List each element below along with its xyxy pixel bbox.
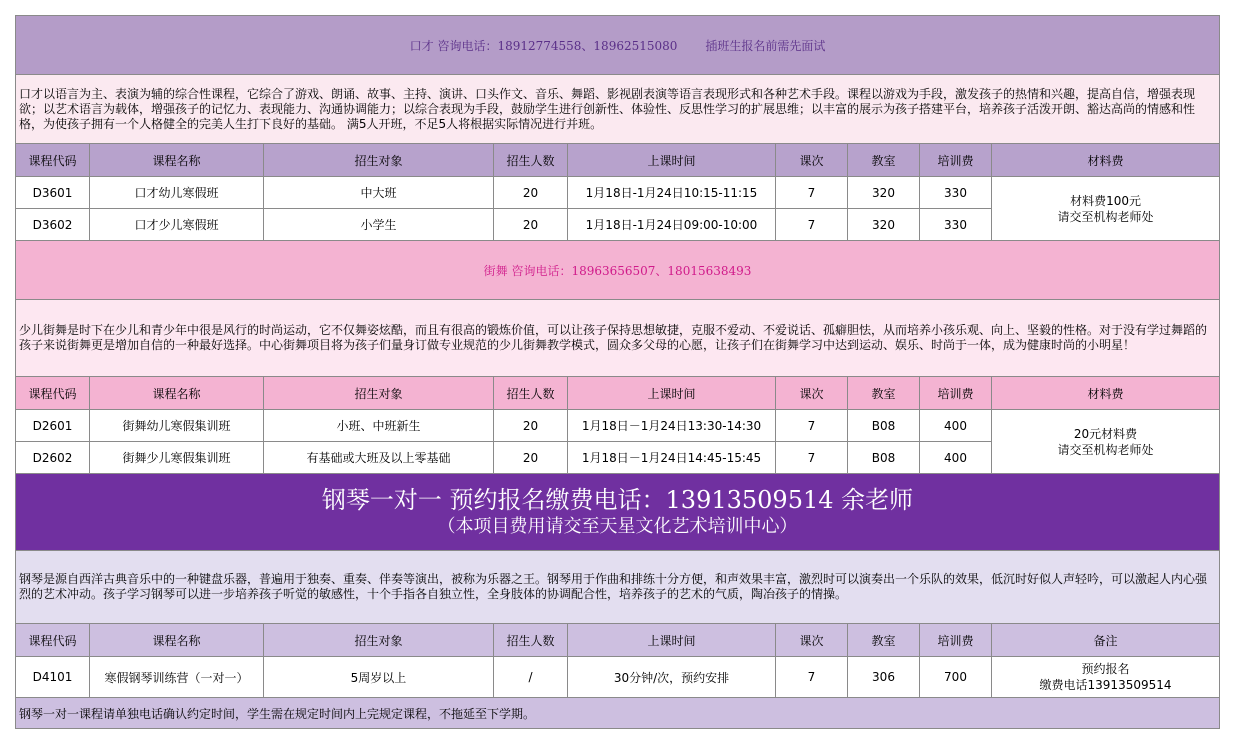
cell-code: D2601	[16, 410, 90, 442]
header-material: 材料费	[992, 144, 1220, 177]
material-line-2: 请交至机构老师处	[1057, 209, 1154, 224]
street-dance-header-row	[16, 377, 1220, 410]
material-line-1: 材料费100元	[1070, 193, 1141, 208]
header-fee: 培训费	[920, 144, 992, 177]
cell-time: 1月18日－1月24日14:45-15:45	[568, 442, 776, 474]
cell-code: D3601	[16, 177, 90, 209]
cell-count: 20	[494, 410, 568, 442]
header-code: 课程代码	[16, 377, 90, 410]
street-dance-description: 少儿街舞是时下在少儿和青少年中很是风行的时尚运动，它不仅舞姿炫酷，而且有很高的锻炼价值，可以让孩子保持思想敏捷，克服不爱动、不爱说话、孤癖胆怯，从而培养小孩乐观、向上、坚毅的性格。对于没有学过舞蹈的孩子来说街舞更是增加自信的一种最好选择。中心街舞项目将为孩子们量身订做专业规范的少儿街舞教学模式，圆众多父母的心愿，让孩子们在街舞学习中达到运动、娱乐、时尚于一体，成为健康时尚的小明星！	[16, 300, 1220, 377]
material-line-2: 请交至机构老师处	[1057, 442, 1154, 457]
header-code: 课程代码	[16, 144, 90, 177]
header-target: 招生对象	[264, 377, 494, 410]
cell-material	[992, 410, 1220, 474]
cell-material	[992, 177, 1220, 241]
cell-room: B08	[848, 410, 920, 442]
table-row	[16, 410, 1220, 442]
cell-count: 20	[494, 442, 568, 474]
cell-name: 口才少儿寒假班	[90, 209, 264, 241]
cell-fee: 700	[920, 657, 992, 698]
cell-room: 320	[848, 177, 920, 209]
cell-target: 中大班	[264, 177, 494, 209]
header-note: 备注	[992, 624, 1220, 657]
cell-count: 20	[494, 177, 568, 209]
course-sheet	[15, 15, 1219, 729]
cell-sessions: 7	[776, 209, 848, 241]
section-title-street-dance: 街舞 咨询电话：18963656507、18015638493	[16, 241, 1220, 300]
cell-target: 小学生	[264, 209, 494, 241]
note-line-2: 缴费电话13913509514	[1039, 678, 1172, 692]
cell-sessions: 7	[776, 410, 848, 442]
eloquence-title-text: 口才 咨询电话：18912774558、18962515080	[409, 38, 678, 53]
cell-fee: 400	[920, 442, 992, 474]
header-time: 上课时间	[568, 624, 776, 657]
cell-target: 小班、中班新生	[264, 410, 494, 442]
piano-subtitle-text: （本项目费用请交至天星文化艺术培训中心）	[437, 516, 798, 537]
cell-count: 20	[494, 209, 568, 241]
cell-fee: 330	[920, 209, 992, 241]
cell-code: D4101	[16, 657, 90, 698]
cell-target: 5周岁以上	[264, 657, 494, 698]
cell-time: 1月18日-1月24日09:00-10:00	[568, 209, 776, 241]
cell-sessions: 7	[776, 177, 848, 209]
course-table	[15, 15, 1220, 729]
eloquence-title-extra: 插班生报名前需先面试	[705, 38, 826, 53]
header-room: 教室	[848, 377, 920, 410]
cell-code: D3602	[16, 209, 90, 241]
cell-room: B08	[848, 442, 920, 474]
piano-description: 钢琴是源自西洋古典音乐中的一种键盘乐器，普遍用于独奏、重奏、伴奏等演出，被称为乐器之王。钢琴用于作曲和排练十分方便，和声效果丰富，激烈时可以演奏出一个乐队的效果，低沉时好似人声轻吟，可以激起人内心强烈的艺术冲动。孩子学习钢琴可以进一步培养孩子听觉的敏感性，十个手指各自独立性，全身肢体的协调配合性，培养孩子的艺术的气质，陶冶孩子的情操。	[16, 551, 1220, 624]
header-room: 教室	[848, 144, 920, 177]
section-title-eloquence	[16, 16, 1220, 75]
cell-sessions: 7	[776, 657, 848, 698]
piano-footer-note: 钢琴一对一课程请单独电话确认约定时间，学生需在规定时间内上完规定课程，不拖延至下学期。	[16, 698, 1220, 729]
cell-name: 寒假钢琴训练营（一对一）	[90, 657, 264, 698]
header-sessions: 课次	[776, 144, 848, 177]
piano-title-text: 钢琴一对一 预约报名缴费电话：13913509514 余老师	[321, 486, 914, 514]
section-title-piano	[16, 474, 1220, 551]
cell-time: 1月18日-1月24日10:15-11:15	[568, 177, 776, 209]
header-room: 教室	[848, 624, 920, 657]
cell-count: /	[494, 657, 568, 698]
cell-time: 1月18日－1月24日13:30-14:30	[568, 410, 776, 442]
header-target: 招生对象	[264, 624, 494, 657]
cell-name: 街舞少儿寒假集训班	[90, 442, 264, 474]
piano-header-row	[16, 624, 1220, 657]
header-name: 课程名称	[90, 624, 264, 657]
cell-time: 30分钟/次，预约安排	[568, 657, 776, 698]
header-name: 课程名称	[90, 377, 264, 410]
header-count: 招生人数	[494, 144, 568, 177]
header-sessions: 课次	[776, 377, 848, 410]
header-code: 课程代码	[16, 624, 90, 657]
cell-name: 街舞幼儿寒假集训班	[90, 410, 264, 442]
table-row	[16, 657, 1220, 698]
cell-sessions: 7	[776, 442, 848, 474]
note-line-1: 预约报名	[1081, 662, 1130, 676]
table-row	[16, 177, 1220, 209]
material-line-1: 20元材料费	[1073, 426, 1138, 441]
header-name: 课程名称	[90, 144, 264, 177]
cell-room: 306	[848, 657, 920, 698]
eloquence-description: 口才以语言为主、表演为辅的综合性课程，它综合了游戏、朗诵、故事、主持、演讲、口头作文、音乐、舞蹈、影视剧表演等语言表现形式和各种艺术手段。课程以游戏为手段，激发孩子的热情和兴趣，提高自信，增强表现欲；以艺术语言为载体，增强孩子的记忆力、表现能力、沟通协调能力；以综合表现为手段，鼓励学生进行创新性、体验性、反思性学习的扩展思维；以丰富的展示为孩子搭建平台，培养孩子活泼开朗、豁达高尚的情感和性格，为使孩子拥有一个人格健全的完美人生打下良好的基础。 满5人开班，不足5人将根据实际情况进行并班。	[16, 75, 1220, 144]
cell-target: 有基础或大班及以上零基础	[264, 442, 494, 474]
header-time: 上课时间	[568, 144, 776, 177]
header-count: 招生人数	[494, 377, 568, 410]
header-fee: 培训费	[920, 624, 992, 657]
cell-fee: 400	[920, 410, 992, 442]
header-sessions: 课次	[776, 624, 848, 657]
cell-name: 口才幼儿寒假班	[90, 177, 264, 209]
cell-room: 320	[848, 209, 920, 241]
header-fee: 培训费	[920, 377, 992, 410]
cell-fee: 330	[920, 177, 992, 209]
eloquence-header-row	[16, 144, 1220, 177]
header-target: 招生对象	[264, 144, 494, 177]
header-material: 材料费	[992, 377, 1220, 410]
cell-note	[992, 657, 1220, 698]
header-count: 招生人数	[494, 624, 568, 657]
cell-code: D2602	[16, 442, 90, 474]
header-time: 上课时间	[568, 377, 776, 410]
